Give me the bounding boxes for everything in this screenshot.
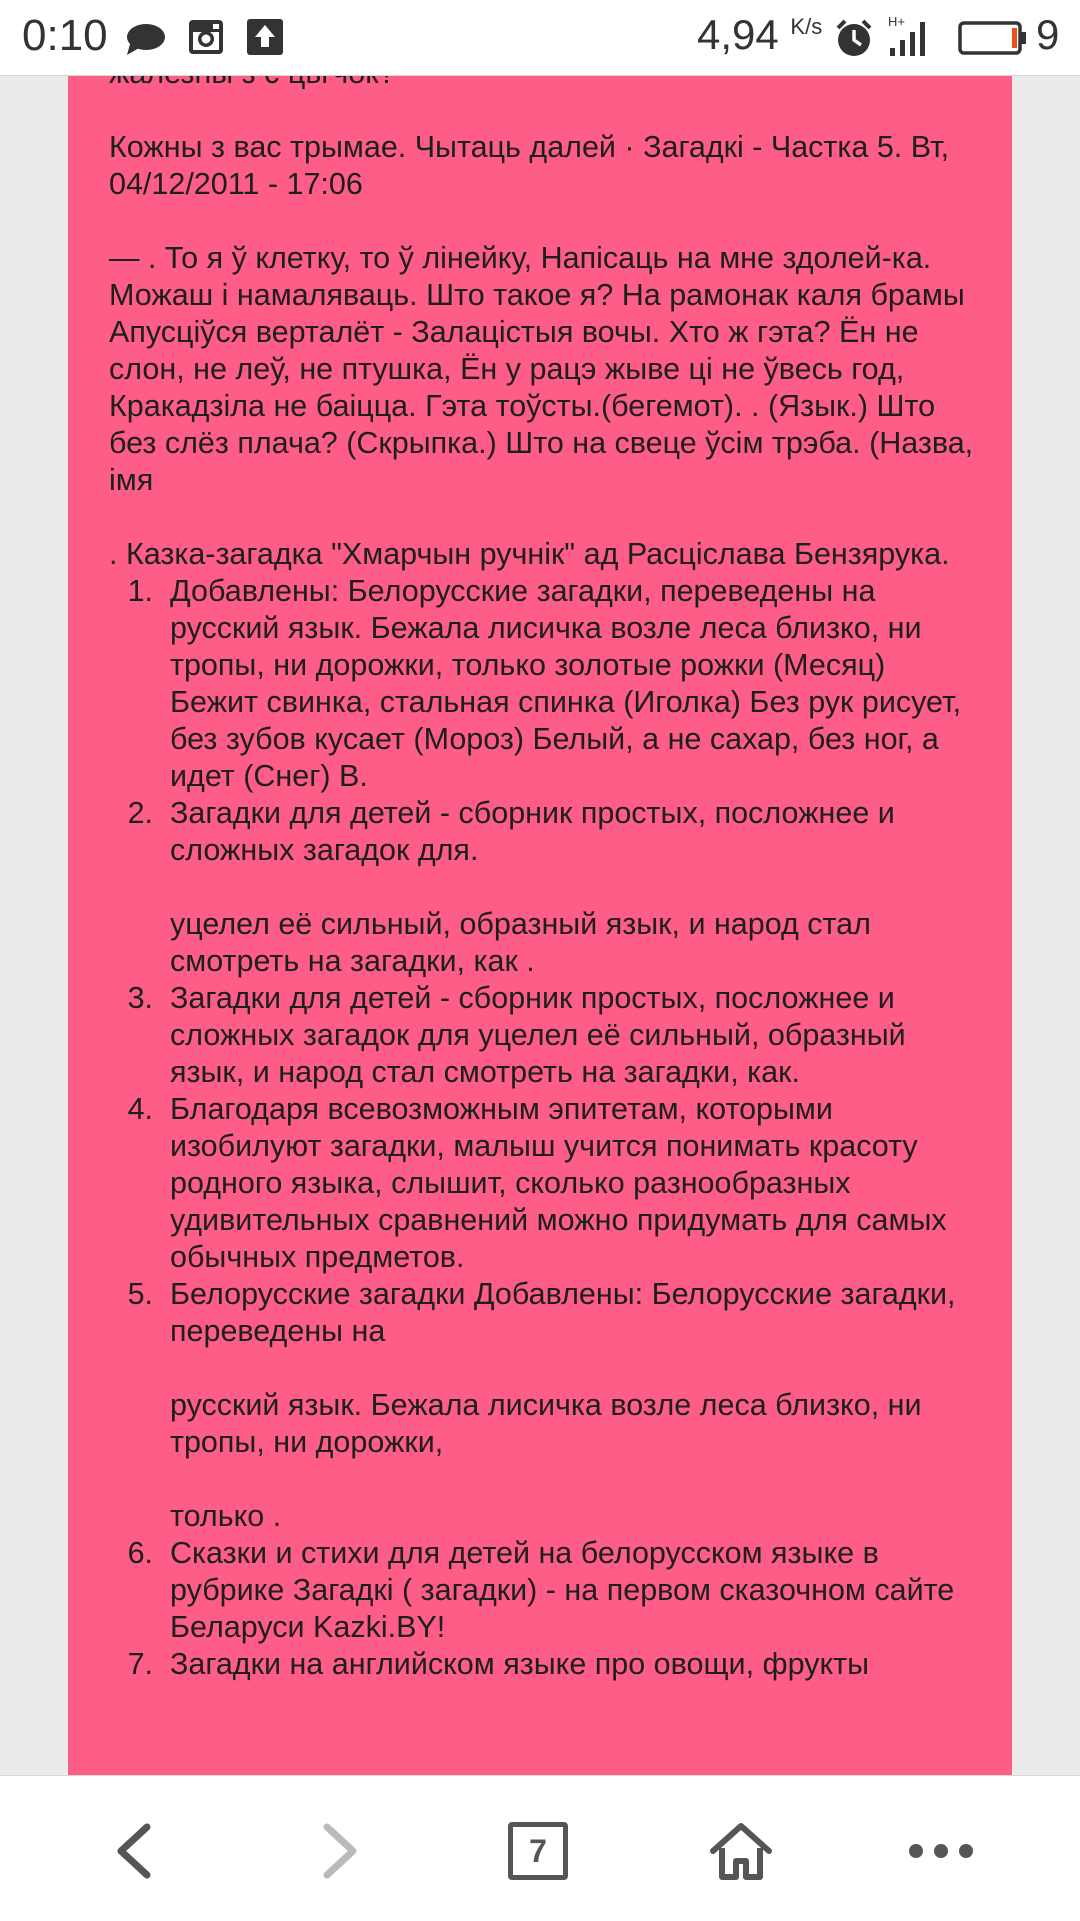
paragraph-1: Кожны з вас трымае. Чытаць далей · Загадкі - Частка 5. Вт, 04/12/2011 - 17:06 [109, 130, 950, 201]
network-speed: 4,94 $^{K/s}$ [697, 11, 823, 58]
paragraph-2: — . То я ў клетку, то ў лінейку, Напісаць на мне здолей-ка. Можаш і намаляваць. Што такое я? На рамонак каля брамы Апусціўся верталёт - Залацістыя вочы. Хто ж гэта? Ён не слон, не леў, не птушка, Ён у рацэ жыве ці не ўвесь год, Кракадзіла не баіцца. Гэта тоўсты.(бегемот). . (Язык.) Што без слёз плача? (Скрыпка.) Што на свеце ўсім трэба. (Назва, імя [109, 241, 974, 497]
network-type-label: H+ [888, 14, 905, 29]
riddle-list [109, 573, 979, 1683]
chevron-right-icon [315, 1821, 365, 1881]
list-item: 5. Белорусские загадки Добавлены: Белорусские загадки, переведены на русский язык. Бежала лисичка возле леса близко, ни тропы, ни дорожки, только . [127, 1277, 956, 1533]
tab-count: 7 [508, 1822, 568, 1880]
back-button[interactable] [84, 1806, 184, 1896]
upload-icon [246, 18, 284, 56]
chevron-left-icon [109, 1821, 159, 1881]
paragraph-3: . Казка-загадка "Хмарчын ручнік" ад Расціслава Бензярука. [109, 537, 950, 571]
article-body [109, 55, 979, 1683]
list-item: 7. Загадки на английском языке про овощи, фрукты [127, 1647, 870, 1681]
list-item: 4. Благодаря всевозможным эпитетам, которыми изобилуют загадки, малыш учится понимать красоту родного языка, слышит, сколько разнообразных удивительных сравнений можно придумать для самых обычных предметов. [127, 1092, 947, 1274]
battery-level: 9 [1036, 11, 1060, 58]
signal-strength-icon [886, 14, 934, 58]
list-item: 1. Добавлены: Белорусские загадки, переведены на русский язык. Бежала лисичка возле леса близко, ни тропы, ни дорожки, только золотые рожки (Месяц) Бежит свинка, стальная спинка (Иголка) Без рук рисует, без зубов кусает (Мороз) Белый, а не сахар, без ног, а идет (Снег) В. [127, 574, 962, 793]
battery-icon [958, 20, 1028, 56]
content-page[interactable] [68, 75, 1012, 1775]
status-bar [0, 0, 1080, 76]
browser-toolbar [0, 1775, 1080, 1921]
tabs-button[interactable] [488, 1806, 588, 1896]
list-item: 2. Загадки для детей - сборник простых, посложнее и сложных загадок для. уцелел её сильный, образный язык, и народ стал смотреть на загадки, как . [127, 796, 895, 978]
home-icon [709, 1821, 773, 1881]
instagram-icon [187, 18, 225, 56]
forward-button[interactable] [290, 1806, 390, 1896]
chat-bubble-icon [124, 22, 166, 56]
list-item: 3. Загадки для детей - сборник простых, посложнее и сложных загадок для уцелел её сильный, образный язык, и народ стал смотреть на загадки, как. [127, 981, 906, 1089]
list-item: 6. Сказки и стихи для детей на белорусском языке в рубрике Загадкі ( загадки) - на первом сказочном сайте Беларуси Kazki.BY! [127, 1536, 955, 1644]
home-button[interactable] [691, 1806, 791, 1896]
more-horizontal-icon [906, 1841, 976, 1861]
status-time: 0:10 [22, 11, 108, 60]
more-menu-button[interactable] [891, 1806, 991, 1896]
alarm-clock-icon [834, 18, 874, 58]
